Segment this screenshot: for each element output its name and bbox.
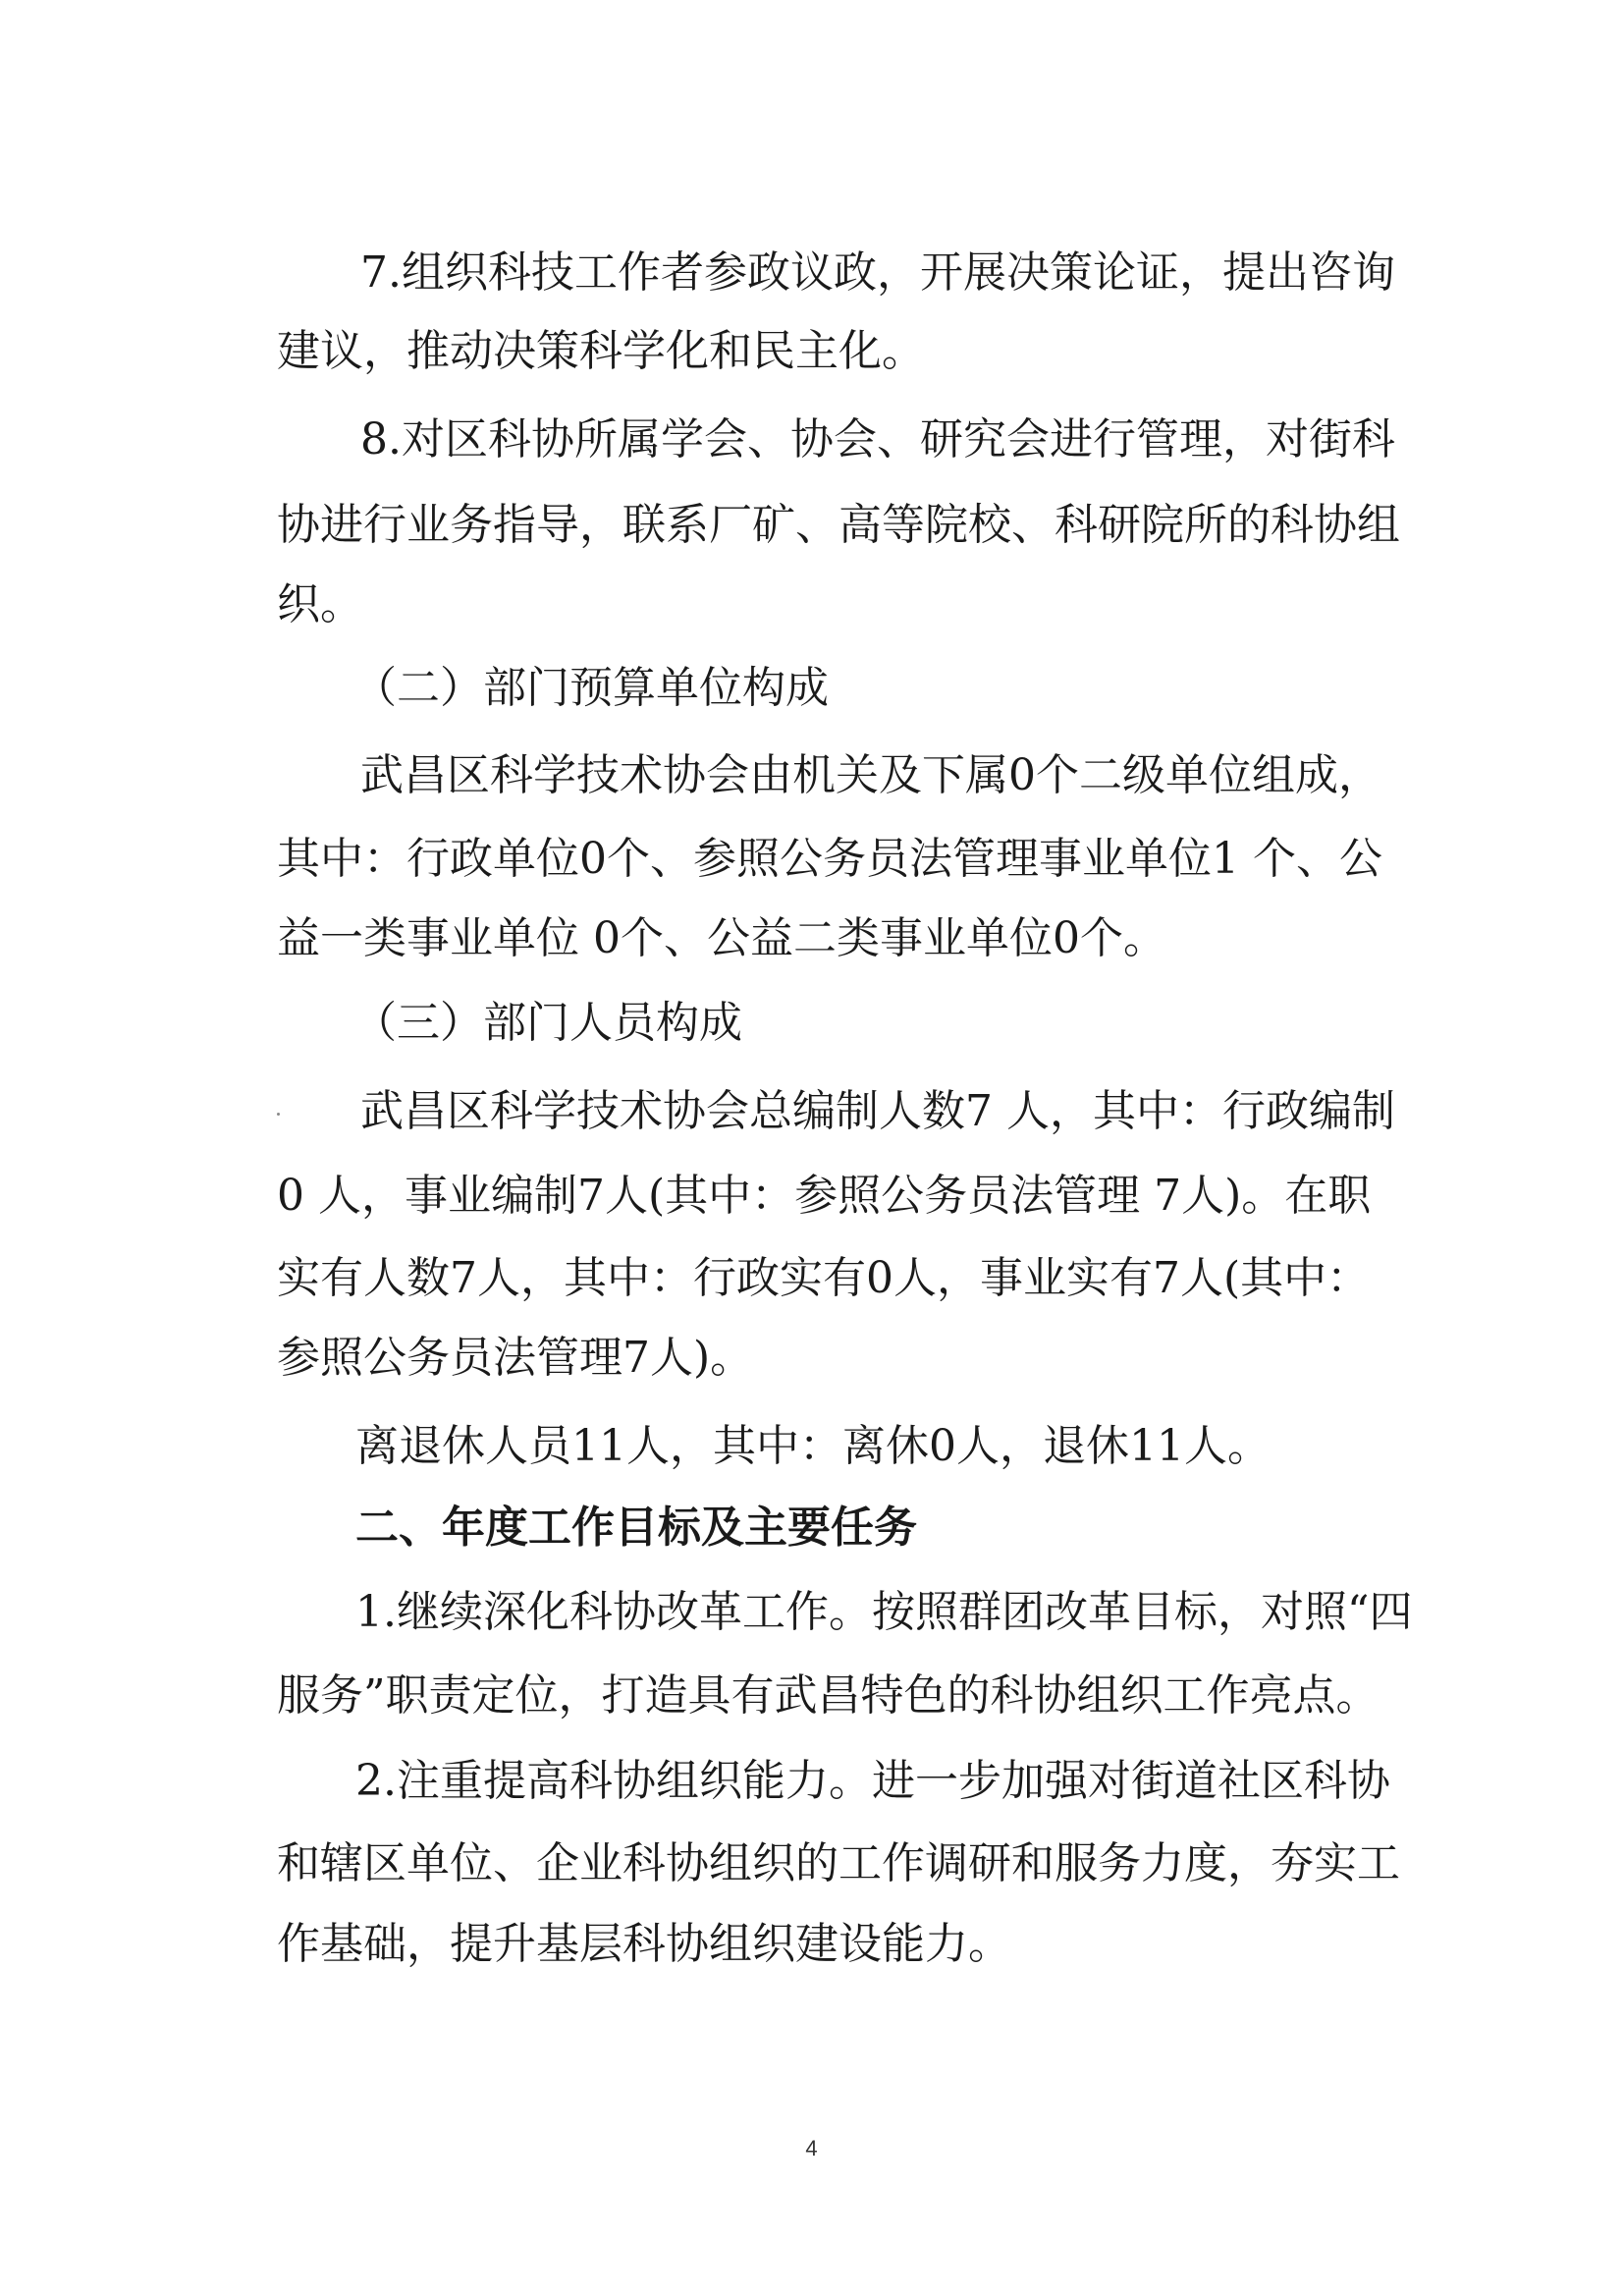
section-subheading: （二）部门预算单位构成 bbox=[353, 663, 829, 713]
text-line: 实有人数7人，其中：行政实有0人，事业实有7人(其中： bbox=[277, 1253, 1371, 1303]
text-line: 和辖区单位、企业科协组织的工作调研和服务力度，夯实工 bbox=[277, 1838, 1400, 1888]
text-line: 离退休人员11人，其中：离休0人，退休11人。 bbox=[355, 1421, 1271, 1471]
text-line: 7.组织科技工作者参政议政，开展决策论证，提出咨询 bbox=[360, 247, 1395, 298]
text-line: 武昌区科学技术协会总编制人数7 人，其中：行政编制 bbox=[360, 1086, 1395, 1136]
section-heading: 二、年度工作目标及主要任务 bbox=[355, 1503, 917, 1553]
scan-artifact bbox=[277, 1113, 280, 1116]
text-line: 0 人，事业编制7人(其中：参照公务员法管理 7人)。在职 bbox=[277, 1171, 1372, 1221]
page-number: 4 bbox=[805, 2136, 818, 2160]
text-line: 织。 bbox=[277, 579, 363, 629]
section-subheading: （三）部门人员构成 bbox=[353, 998, 742, 1048]
text-line: 服务”职责定位，打造具有武昌特色的科协组织工作亮点。 bbox=[277, 1670, 1380, 1721]
text-line: 1.继续深化科协改革工作。按照群团改革目标，对照“四 bbox=[355, 1587, 1413, 1637]
text-line: 建议，推动决策科学化和民主化。 bbox=[277, 326, 925, 376]
text-line: 2.注重提高科协组织能力。进一步加强对街道社区科协 bbox=[355, 1756, 1390, 1806]
text-line: 益一类事业单位 0个、公益二类事业单位0个。 bbox=[277, 913, 1166, 963]
text-line: 其中：行政单位0个、参照公务员法管理事业单位1 个、公 bbox=[277, 834, 1382, 884]
text-line: 武昌区科学技术协会由机关及下属0个二级单位组成， bbox=[360, 750, 1381, 800]
text-line: 协进行业务指导，联系厂矿、高等院校、科研院所的科协组 bbox=[277, 500, 1400, 550]
text-line: 8.对区科协所属学会、协会、研究会进行管理，对街科 bbox=[360, 414, 1395, 465]
text-line: 参照公务员法管理7人)。 bbox=[277, 1333, 754, 1383]
text-line: 作基础，提升基层科协组织建设能力。 bbox=[277, 1919, 1011, 1969]
